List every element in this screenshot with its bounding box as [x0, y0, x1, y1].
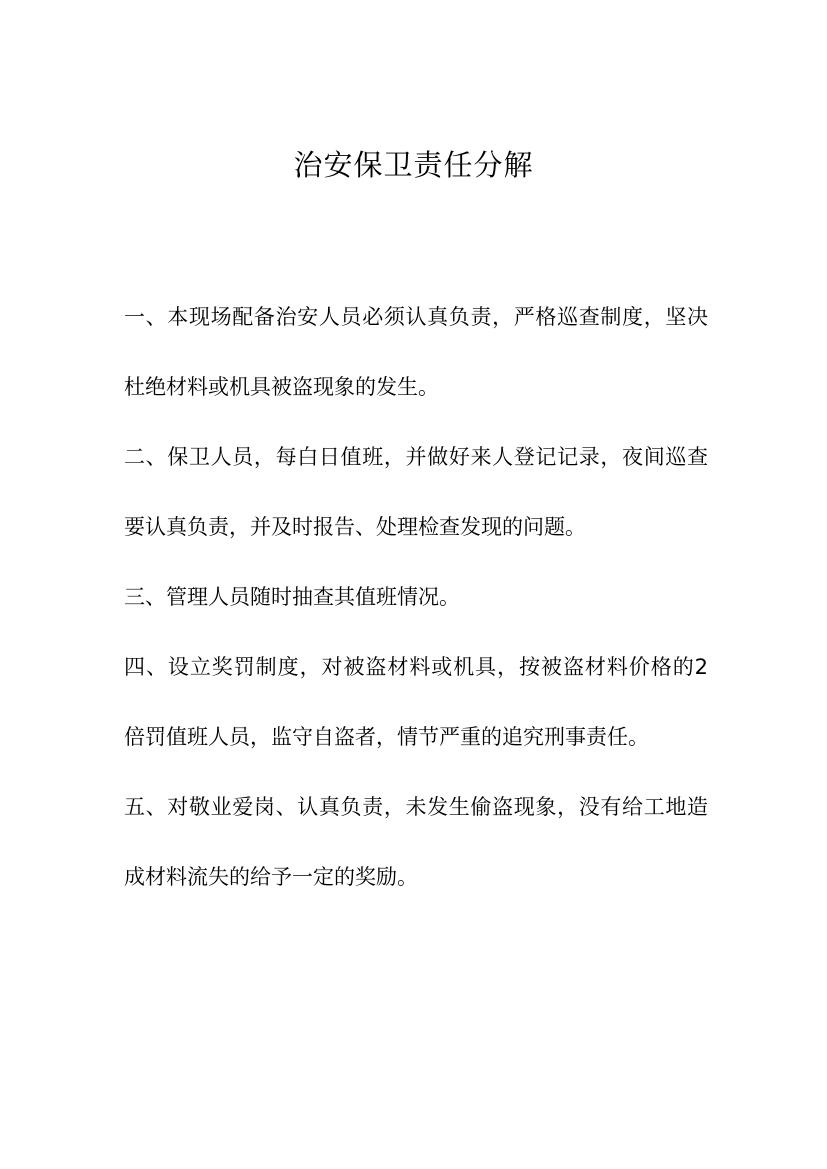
page-title: 治安保卫责任分解	[293, 148, 534, 182]
clause-3: 三、管理人员随时抽查其值班情况。	[124, 585, 460, 609]
document-body	[124, 282, 708, 912]
clause-5: 五、对敬业爱岗、认真负责，未发生偷盗现象，没有给工地造成材料流失的给予一定的奖励。	[124, 795, 708, 889]
clause-4: 四、设立奖罚制度，对被盗材料或机具，按被盗材料价格的2 倍罚值班人员，监守自盗者，情节严重的追究刑事责任。	[124, 655, 708, 749]
clause-1: 一、本现场配备治安人员必须认真负责，严格巡查制度，坚决杜绝材料或机具被盗现象的发生。	[124, 305, 708, 399]
clause-2: 二、保卫人员，每白日值班，并做好来人登记记录，夜间巡查要认真负责，并及时报告、处理检查发现的问题。	[124, 445, 708, 539]
